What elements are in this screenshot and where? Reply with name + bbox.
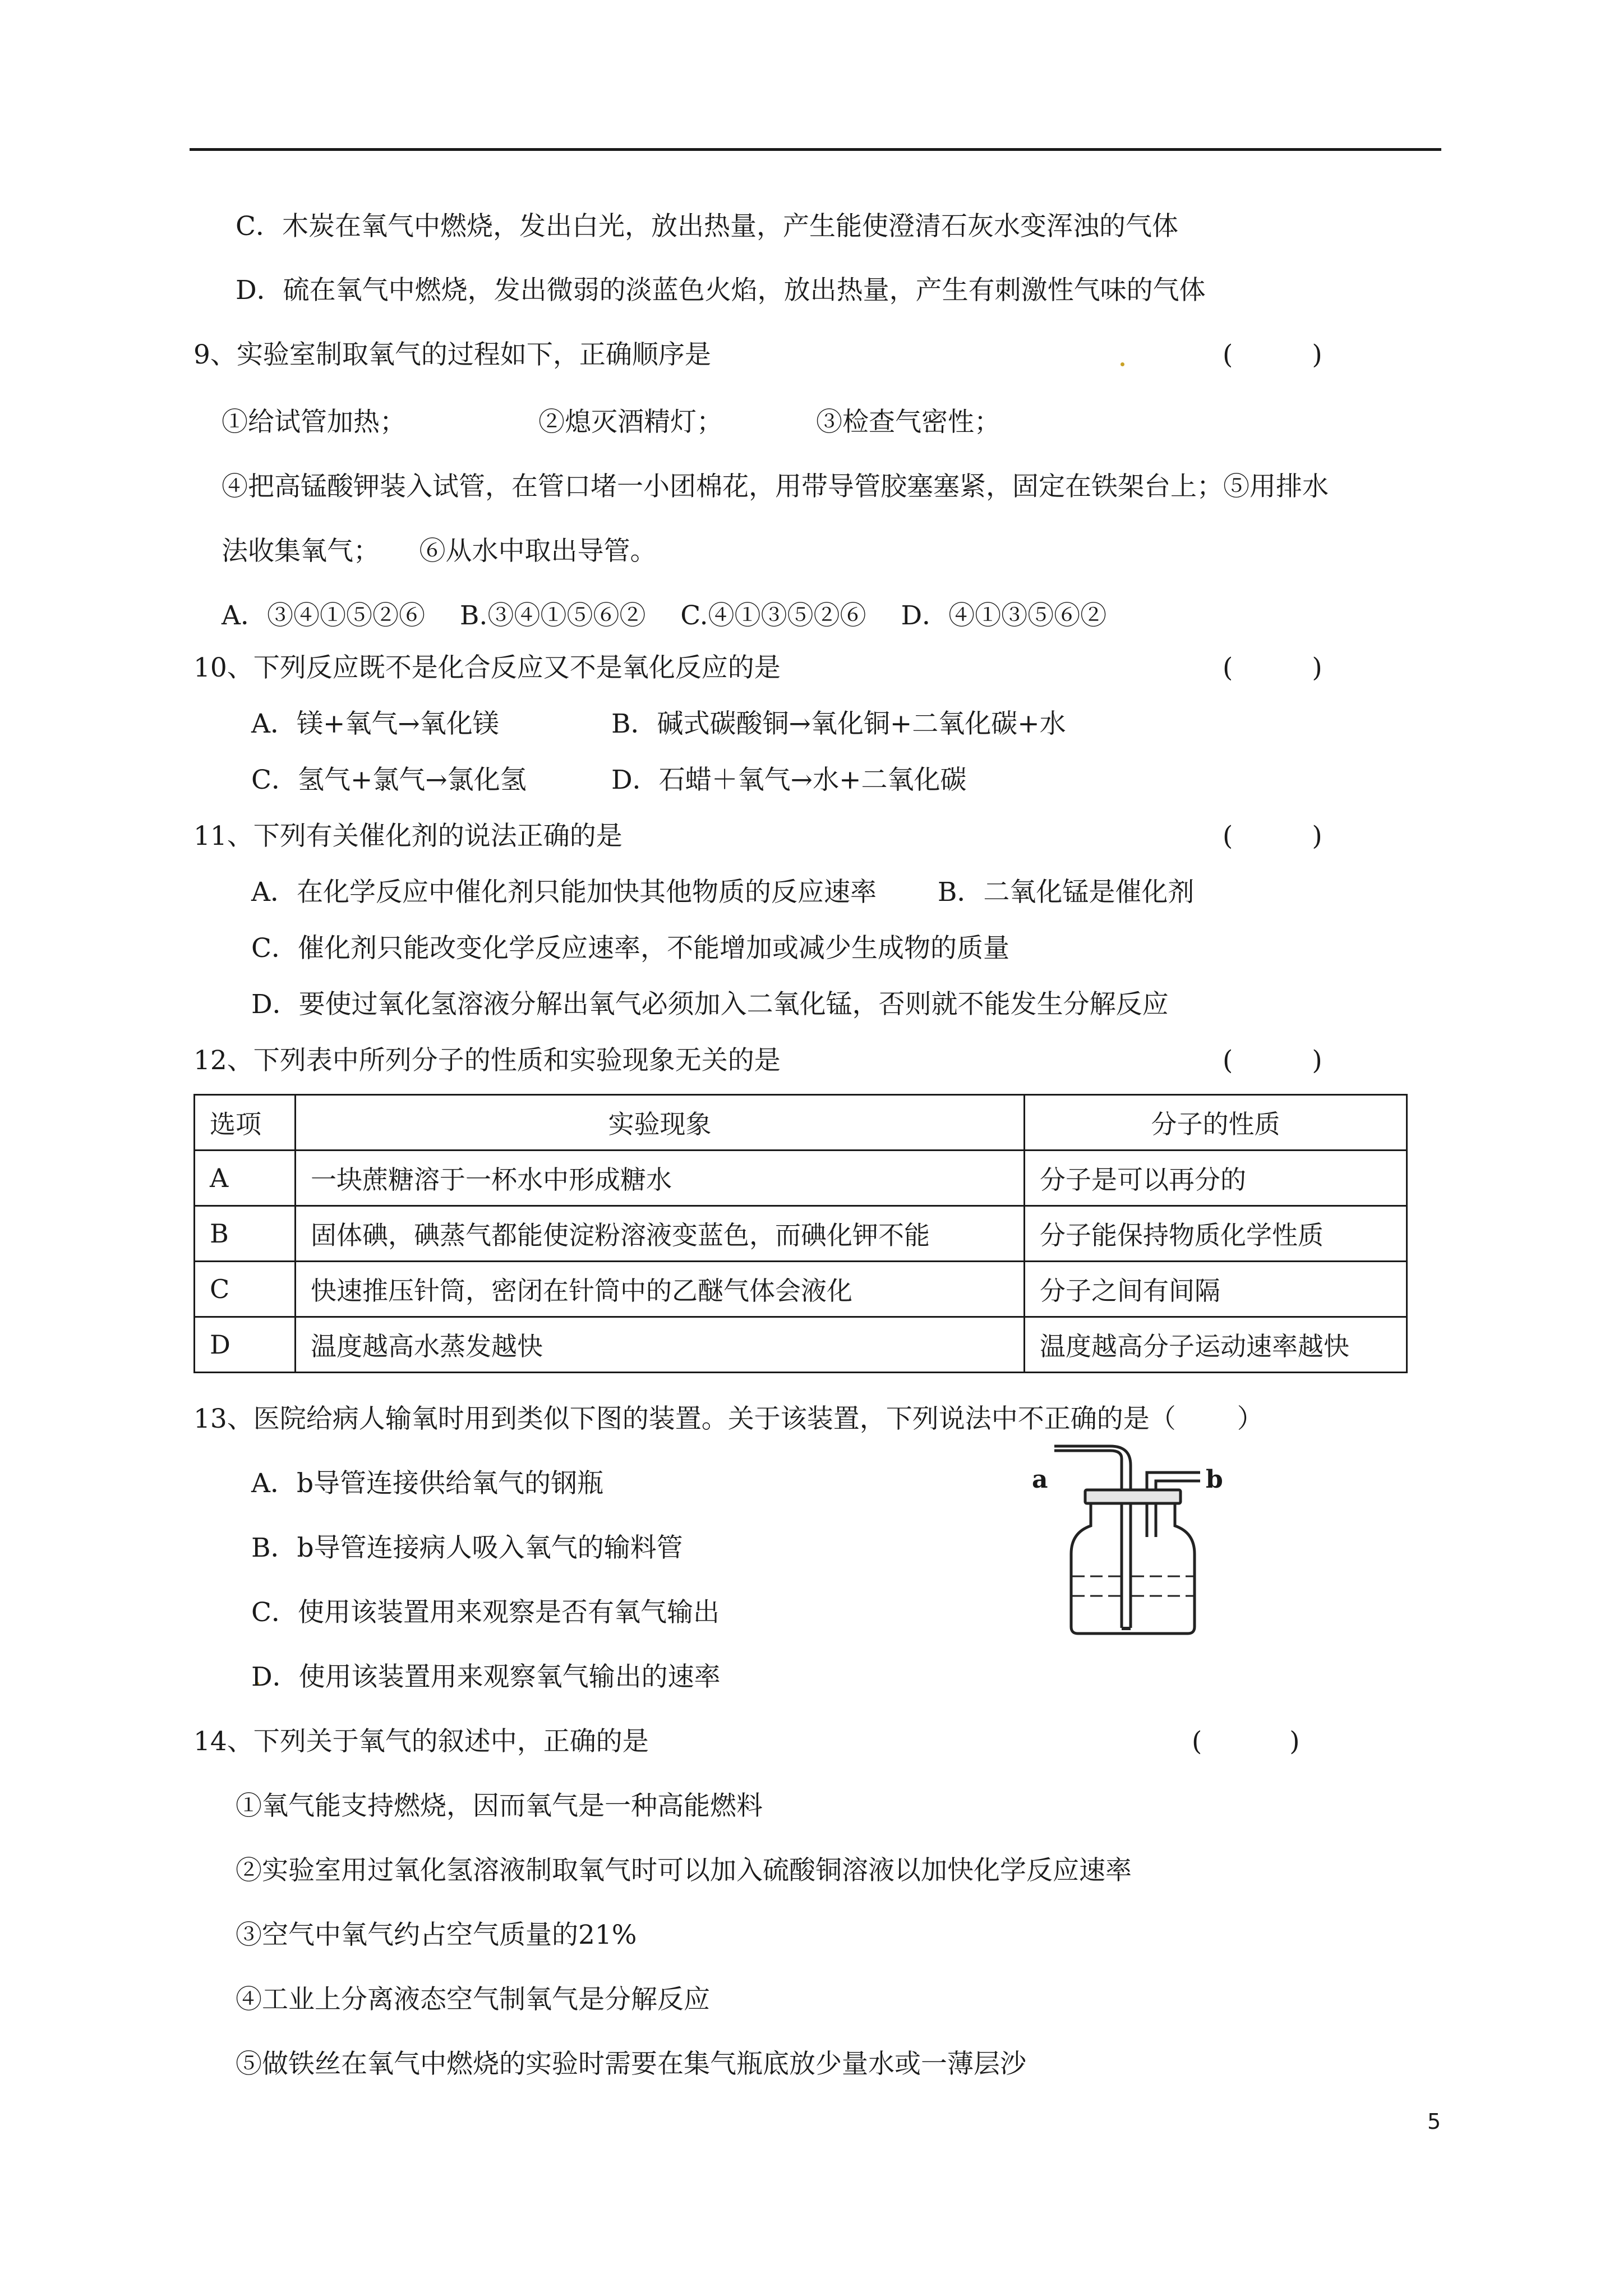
gas-washing-bottle-icon: [1032, 1442, 1234, 1644]
table-row: [195, 1262, 1407, 1317]
table-header-row: [195, 1095, 1407, 1151]
q13-option-c: C．使用该装置用来观察是否有氧气输出: [251, 1597, 720, 1628]
q14-answer-blank: ( ): [1192, 1726, 1300, 1757]
q11-answer-blank: ( ): [1223, 821, 1322, 852]
q13-option-b: B．b导管连接病人吸入氧气的输料管: [251, 1533, 683, 1563]
q14-stem: 14、下列关于氧气的叙述中，正确的是: [193, 1726, 649, 1757]
q14-statement-3: ③空气中氧气约占空气质量的21%: [236, 1920, 637, 1950]
q10-option-d: D．石蜡＋氧气→水+二氧化碳: [611, 765, 967, 795]
q9-step-2: ②熄灭酒精灯；: [538, 407, 723, 438]
table-header-cell: 分子的性质: [1025, 1095, 1407, 1151]
table-cell: 温度越高分子运动速率越快: [1025, 1317, 1407, 1373]
table-cell: 温度越高水蒸发越快: [296, 1317, 1025, 1373]
q13-stem: 13、医院给病人输氧时用到类似下图的装置。关于该装置，下列说法中不正确的是（ ）: [193, 1404, 1264, 1434]
q10-answer-blank: ( ): [1223, 652, 1322, 683]
header-rule: [190, 148, 1441, 151]
table-cell: 一块蔗糖溶于一杯水中形成糖水: [296, 1151, 1025, 1206]
page-number: 5: [1427, 2109, 1441, 2134]
q12-stem: 12、下列表中所列分子的性质和实验现象无关的是: [193, 1045, 781, 1076]
table-header-cell: 选项: [195, 1095, 296, 1151]
table-cell: C: [195, 1262, 296, 1317]
gas-washing-bottle-figure: [1032, 1442, 1234, 1646]
q10-option-b: B．碱式碳酸铜→氧化铜+二氧化碳+水: [611, 708, 1066, 739]
q9-step-5: 法收集氧气； ⑥从水中取出导管。: [222, 536, 657, 567]
q11-stem: 11、下列有关催化剂的说法正确的是: [193, 821, 623, 852]
table-cell: D: [195, 1317, 296, 1373]
q10-stem: 10、下列反应既不是化合反应又不是氧化反应的是: [193, 652, 781, 683]
table-cell: 分子能保持物质化学性质: [1025, 1206, 1407, 1262]
q12-table: [193, 1094, 1408, 1373]
q13-option-a: A．b导管连接供给氧气的钢瓶: [251, 1468, 604, 1499]
q14-statement-1: ①氧气能支持燃烧，因而氧气是一种高能燃料: [236, 1791, 763, 1821]
q11-options-ab: A．在化学反应中催化剂只能加快其他物质的反应速率 B．二氧化锰是催化剂: [251, 877, 1195, 908]
q14-statement-4: ④工业上分离液态空气制氧气是分解反应: [236, 1984, 710, 2015]
scan-speck: [1121, 362, 1124, 366]
figure-label-a: a: [1032, 1465, 1048, 1494]
q14-statement-5: ⑤做铁丝在氧气中燃烧的实验时需要在集气瓶底放少量水或一薄层沙: [236, 2049, 1026, 2079]
q8-option-c: C．木炭在氧气中燃烧，发出白光，放出热量，产生能使澄清石灰水变浑浊的气体: [236, 211, 1178, 242]
table-row: [195, 1151, 1407, 1206]
q9-stem: 9、实验室制取氧气的过程如下，正确顺序是: [193, 339, 711, 370]
q9-step-4: ④把高锰酸钾装入试管，在管口堵一小团棉花，用带导管胶塞塞紧，固定在铁架台上；⑤用排水: [222, 471, 1329, 502]
q13-option-d: D．使用该装置用来观察氧气输出的速率: [251, 1662, 721, 1692]
table-cell: A: [195, 1151, 296, 1206]
table-cell: 分子之间有间隔: [1025, 1262, 1407, 1317]
table-row: [195, 1317, 1407, 1373]
q11-option-d: D．要使过氧化氢溶液分解出氧气必须加入二氧化锰，否则就不能发生分解反应: [251, 989, 1169, 1020]
q9-options: A．③④①⑤②⑥ B.③④①⑤⑥② C.④①③⑤②⑥ D．④①③⑤⑥②: [222, 600, 1107, 631]
table-cell: B: [195, 1206, 296, 1262]
figure-label-b: b: [1206, 1465, 1223, 1494]
q9-step-1: ①给试管加热；: [222, 407, 406, 438]
q9-step-3: ③检查气密性；: [816, 407, 1000, 438]
q12-answer-blank: ( ): [1223, 1045, 1322, 1076]
table-cell: 分子是可以再分的: [1025, 1151, 1407, 1206]
table-header-cell: 实验现象: [296, 1095, 1025, 1151]
q10-option-c: C．氢气+氯气→氯化氢: [251, 765, 527, 795]
q11-option-c: C．催化剂只能改变化学反应速率，不能增加或减少生成物的质量: [251, 933, 1009, 964]
q8-option-d: D．硫在氧气中燃烧，发出微弱的淡蓝色火焰，放出热量，产生有刺激性气味的气体: [236, 275, 1206, 306]
q14-statement-2: ②实验室用过氧化氢溶液制取氧气时可以加入硫酸铜溶液以加快化学反应速率: [236, 1855, 1132, 1886]
q9-answer-blank: ( ): [1223, 339, 1322, 370]
table-row: [195, 1206, 1407, 1262]
table-cell: 固体碘，碘蒸气都能使淀粉溶液变蓝色，而碘化钾不能: [296, 1206, 1025, 1262]
table-cell: 快速推压针筒，密闭在针筒中的乙醚气体会液化: [296, 1262, 1025, 1317]
q10-option-a: A．镁+氧气→氧化镁: [251, 708, 499, 739]
